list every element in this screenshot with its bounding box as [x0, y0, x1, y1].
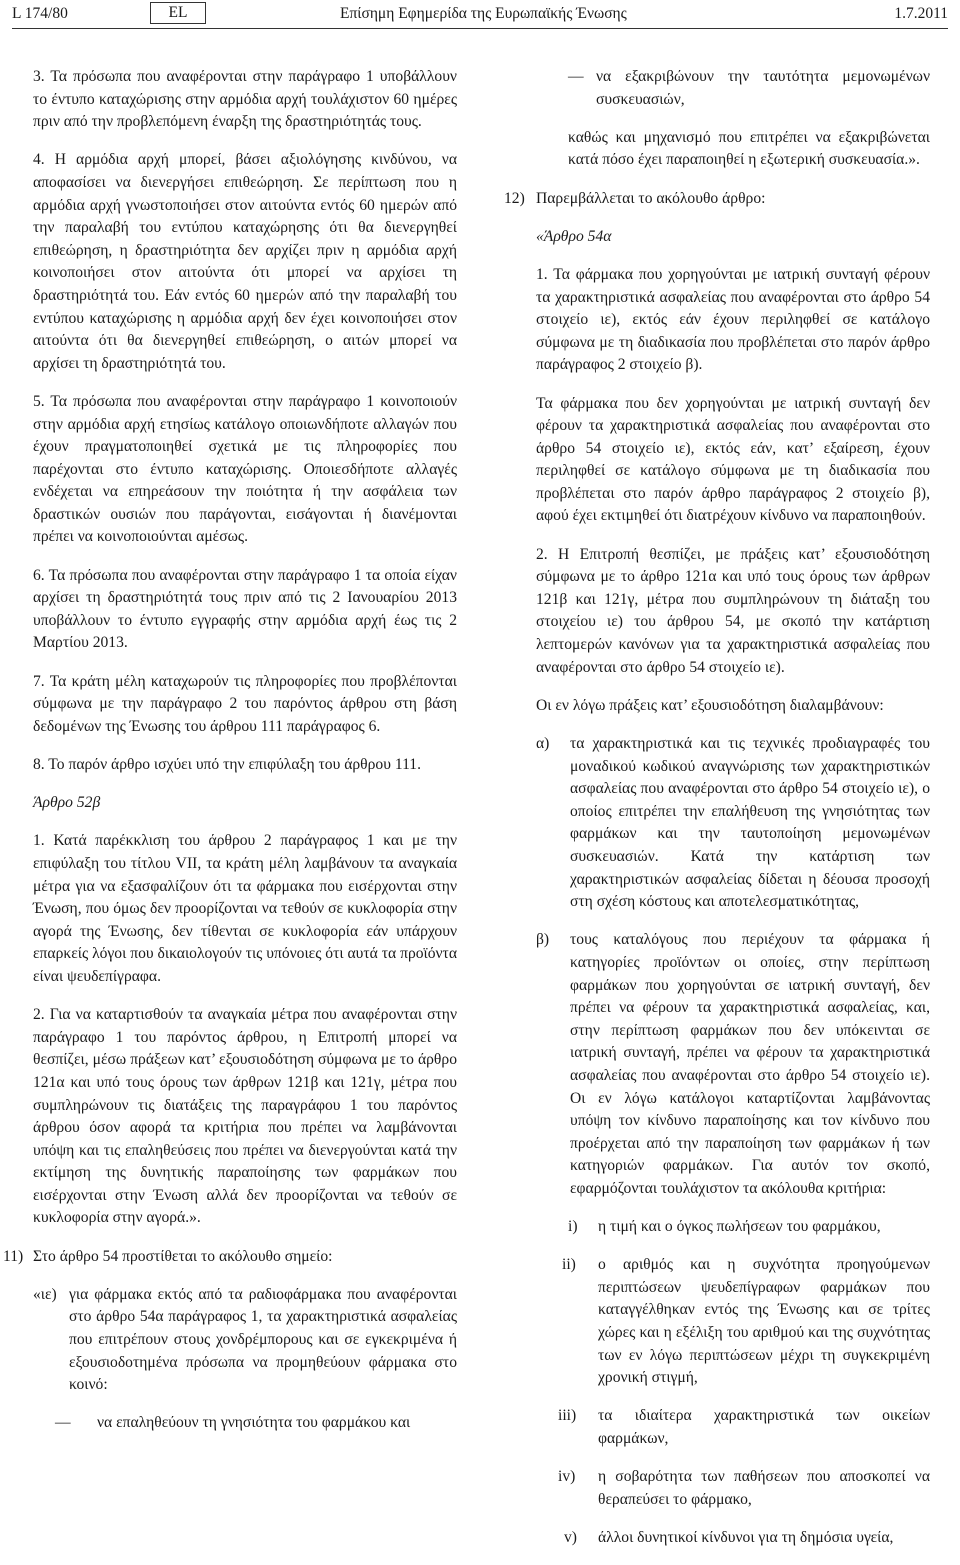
list-item-label: iii) — [558, 1407, 577, 1425]
paragraph: 3. Τα πρόσωπα που αναφέρονται στην παράγραφο 1 υποβάλλουν το έντυπο καταχώρισης στην αρμόδια αρχή τουλάχιστον 60 ημέρες πριν από την προβλεπόμενη έναρξη της δραστηριότητάς τους. — [33, 68, 457, 131]
left-column — [3, 66, 457, 1451]
right-list-item — [506, 1254, 930, 1390]
right-list-item — [506, 929, 930, 1200]
page-header — [12, 0, 948, 29]
article-heading: «Άρθρο 54α — [536, 227, 612, 245]
journal-reference: L 174/80 — [12, 5, 68, 22]
right-list-item — [506, 1405, 930, 1450]
paragraph: 1. Κατά παρέκκλιση του άρθρου 2 παράγραφος 1 και με την επιφύλαξη του τίτλου VII, τα κράτη μέλη λαμβάνουν τα αναγκαία μέτρα για να εξασφαλίζουν ότι τα φάρμακα που εισέρχονται στην Ένωση, που όμως δεν προορίζονται να τεθούν σε κυκλοφορία στην αγορά της Ένωσης, δεν τίθενται σε κυκλοφορία εάν υπάρχουν επαρκείς λόγοι που δικαιολογούν τις υπόνοιες ότι αυτά τα προϊόντα είναι ψευδεπίγραφα. — [33, 832, 457, 985]
paragraph: 2. Για να καταρτισθούν τα αναγκαία μέτρα που αναφέρονται στην παράγραφο 1 του παρόντος άρθρου, η Επιτροπή μπορεί να θεσπίζει, μέσω πράξεων κατ’ εξουσιοδότηση σύμφωνα με το άρθρο 121α και υπό τους όρους των άρθρων 121β και 121γ, μέτρα που συμπληρώνουν τις διατάξεις της παραγράφου 1 του παρόντος άρθρου όσον αφορά τα κριτήρια που πρέπει να λαμβάνονται υπόψη και τις επαληθεύσεις που πρέπει να διενεργούνται κατά την εκτίμηση της δυνητικής παραποίησης των φαρμάκων που εισέρχονται στην Ένωση αλλά δεν προορίζονται να τεθούν σε κυκλοφορία στην αγορά.». — [33, 1006, 457, 1227]
list-item-label: β) — [536, 931, 550, 949]
list-item-text: Παρεμβάλλεται το ακόλουθο άρθρο: — [536, 189, 766, 207]
list-item-label: v) — [564, 1528, 577, 1546]
journal-title: Επίσημη Εφημερίδα της Ευρωπαϊκής Ένωσης — [340, 5, 627, 22]
right-column — [506, 66, 930, 1565]
left-list-item — [33, 1412, 457, 1435]
list-item-text: τα χαρακτηριστικά και τις τεχνικές προδιαγραφές του μοναδικού κωδικού αναγνώρισης των χαρακτηριστικών ασφαλείας που αναφέρονται στο άρθρο 54 στοιχείο ιε), ο οποίος επιτρέπει την επαλήθευση της γνησιότητας των φαρμάκων και την ταυτοποίηση μεμονωμένων συσκευασιών. Κατά την κατάρτιση των χαρακτηριστικών ασφαλείας δίδεται η δέουσα προσοχή στη σχέση κόστους και αποτελεσματικότητας, — [570, 735, 930, 911]
right-list-item — [506, 1216, 930, 1239]
list-item-text: η τιμή και ο όγκος πωλήσεων του φαρμάκου, — [598, 1218, 881, 1236]
right-list-item — [506, 1527, 930, 1550]
list-item-text: για φάρμακα εκτός από τα ραδιοφάρμακα που αναφέρονται στο άρθρο 54α παράγραφος 1, τα χαρακτηριστικά ασφαλείας που επιτρέπουν στους χονδρέμπορους και σε εγκεκριμένα ή εξουσιοδοτημένα πρόσωπα να προμηθεύουν φάρμακα στο κοινό: — [69, 1285, 457, 1394]
right-list-item — [506, 264, 930, 377]
list-item-label: — — [568, 68, 584, 85]
list-item-label: 12) — [504, 189, 525, 207]
list-item-text: άλλοι δυνητικοί κίνδυνοι για τη δημόσια υγεία, — [598, 1528, 894, 1546]
list-item-text: Οι εν λόγω πράξεις κατ’ εξουσιοδότηση διαλαμβάνουν: — [536, 696, 884, 714]
list-item-text: Τα φάρμακα που δεν χορηγούνται με ιατρική συνταγή δεν φέρουν τα χαρακτηριστικά ασφαλείας που αναφέρονται στο άρθρο 54 στοιχείο ιε), εκτός εάν, κατ’ εξαίρεση, έχουν περιληφθεί σε κατάλογο σύμφωνα με τη διαδικασία που προβλέπεται στο παρόν άρθρο παράγραφος 2 στοιχείο β), αφού έχει εκτιμηθεί ότι διατρέχουν κίνδυνο να παραποιηθούν. — [536, 394, 930, 525]
right-list-item — [506, 544, 930, 680]
right-list-item — [506, 733, 930, 914]
paragraph: 6. Τα πρόσωπα που αναφέρονται στην παράγραφο 1 τα οποία είχαν αρχίσει τη δραστηριότητά τους πριν από τις 2 Ιανουαρίου 2013 υποβάλλουν το έντυπο εγγραφής στην αρμόδια αρχή έως τις 2 Μαρτίου 2013. — [33, 566, 457, 652]
list-item-label: «ιε) — [33, 1285, 57, 1303]
right-list-item — [506, 1466, 930, 1511]
right-list-item — [506, 393, 930, 529]
list-item-label: i) — [568, 1218, 578, 1236]
list-item-text: καθώς και μηχανισμό που επιτρέπει να εξακριβώνεται κατά πόσο έχει παραποιηθεί η εξωτερική συσκευασία.». — [568, 128, 930, 169]
left-list-item — [33, 1284, 457, 1397]
list-item-label: iv) — [558, 1468, 576, 1486]
paragraph: 8. Το παρόν άρθρο ισχύει υπό την επιφύλαξη του άρθρου 111. — [33, 756, 421, 773]
list-item-text: τους καταλόγους που περιέχουν τα φάρμακα ή κατηγορίες προϊόντων οι οποίες, στην περίπτωση φαρμάκων που χορηγούνται σε ιατρική συνταγή, δεν πρέπει να φέρουν τα χαρακτηριστικά ασφαλείας, και, στην περίπτωση φαρμάκων που δεν υπόκεινται σε ιατρική συνταγή, πρέπει να φέρουν τα χαρακτηριστικά ασφαλείας που αναφέρονται στο άρθρο 54 στοιχείο ιε). Οι εν λόγω κατάλογοι καταρτίζονται λαμβάνοντας υπόψη τον κίνδυνο παραποίησης και τον κίνδυνο που προέρχεται από την παραποίηση των φαρμάκων ή των κατηγοριών φαρμάκων. Για αυτόν τον σκοπό, εφαρμόζονται τουλάχιστον τα ακόλουθα κριτήρια: — [570, 931, 930, 1197]
list-item-text: 2. Η Επιτροπή θεσπίζει, με πράξεις κατ’ εξουσιοδότηση σύμφωνα με το άρθρο 121α και υπό τους όρους των άρθρων 121β και 121γ, μέτρα που συμπληρώνουν τη διάταξη του στοιχείου ιε) του άρθρου 54, με σκοπό την κατάρτιση λεπτομερών κανόνων για τα χαρακτηριστικά ασφαλείας που αναφέρονται στο άρθρο 54 στοιχείο ιε). — [536, 545, 930, 676]
list-item-text: 1. Τα φάρμακα που χορηγούνται με ιατρική συνταγή φέρουν τα χαρακτηριστικά ασφαλείας που αναφέρονται στο άρθρο 54 στοιχείο ιε), εκτός εάν έχουν περιληφθεί σε κατάλογο σύμφωνα με τη διαδικασία που προβλέπεται στο παρόν άρθρο παράγραφος 2 στοιχείο β). — [536, 265, 930, 374]
publication-date: 1.7.2011 — [894, 5, 948, 22]
list-item-text: η σοβαρότητα των παθήσεων που αποσκοπεί να θεραπεύσει το φάρμακο, — [598, 1468, 930, 1508]
left-list-item — [3, 1246, 457, 1269]
list-item-label: ii) — [562, 1256, 576, 1274]
right-list-item — [506, 695, 930, 718]
language-code-box: EL — [150, 2, 206, 24]
list-item-text: ο αριθμός και η συχνότητα προηγούμενων περιπτώσεων ψευδεπίγραφων φαρμάκων που καταγγέλθηκαν εντός της Ένωσης και σε τρίτες χώρες και η εξέλιξη του αριθμού και της συχνότητας των εν λόγω περιπτώσεων μέχρι τη συγκεκριμένη χρονική στιγμή, — [598, 1256, 930, 1387]
right-list-item — [506, 127, 930, 172]
list-item-text: να εξακριβώνουν την ταυτότητα μεμονωμένων συσκευασιών, — [596, 68, 930, 108]
list-item-label: 11) — [3, 1247, 24, 1265]
right-list-item — [506, 188, 930, 211]
list-item-label: α) — [536, 735, 550, 752]
list-item-text: να επαληθεύουν τη γνησιότητα του φαρμάκου και — [97, 1414, 411, 1432]
article-heading: Άρθρο 52β — [33, 794, 101, 812]
right-list-item — [506, 66, 930, 111]
list-item-label: — — [55, 1414, 71, 1432]
list-item-text: τα ιδιαίτερα χαρακτηριστικά των οικείων φαρμάκων, — [598, 1407, 930, 1447]
paragraph: 4. Η αρμόδια αρχή μπορεί, βάσει αξιολόγησης κινδύνου, να αποφασίσει να διενεργήσει επιθεώρηση. Σε περίπτωση που η αρμόδια αρχή γνωστοποιήσει στον αιτούντα εντός 60 ημερών από την παραλαβή του εντύπου καταχώρησης ότι θα διενεργηθεί επιθεώρηση, η δραστηριότητα δεν αρχίζει πριν η αρμόδια αρχή κοινοποιήσει στον αιτούντα ότι μπορεί να αρχίσει τη δραστηριότητά του. Εάν εντός 60 ημερών από την παραλαβή του εντύπου καταχώρισης η αρμόδια αρχή δεν έχει κοινοποιήσει στον αιτούντα ότι θα διενεργηθεί επιθεώρηση, ο αιτών μπορεί να αρχίσει τη δραστηριότητά του. — [33, 151, 457, 372]
paragraph: 5. Τα πρόσωπα που αναφέρονται στην παράγραφο 1 κοινοποιούν στην αρμόδια αρχή ετησίως κατάλογο οποιωνδήποτε αλλαγών που έχουν πραγματοποιηθεί σχετικά με τις πληροφορίες που παρέχονται στο έντυπο καταχώρισης. Οποιεσδήποτε αλλαγές ενδέχεται να επηρεάσουν την ποιότητα ή την ασφάλεια των δραστικών ουσιών που παράγονται, εισάγονται ή διανέμονται πρέπει να κοινοποιούνται αμέσως. — [33, 392, 457, 546]
list-item-text: Στο άρθρο 54 προστίθεται το ακόλουθο σημείο: — [33, 1247, 333, 1265]
paragraph: 7. Τα κράτη μέλη καταχωρούν τις πληροφορίες που προβλέπονται σύμφωνα με την παράγραφο 2 του παρόντος άρθρου στη βάση δεδομένων της Ένωσης του άρθρου 111 παράγραφος 6. — [33, 672, 457, 735]
